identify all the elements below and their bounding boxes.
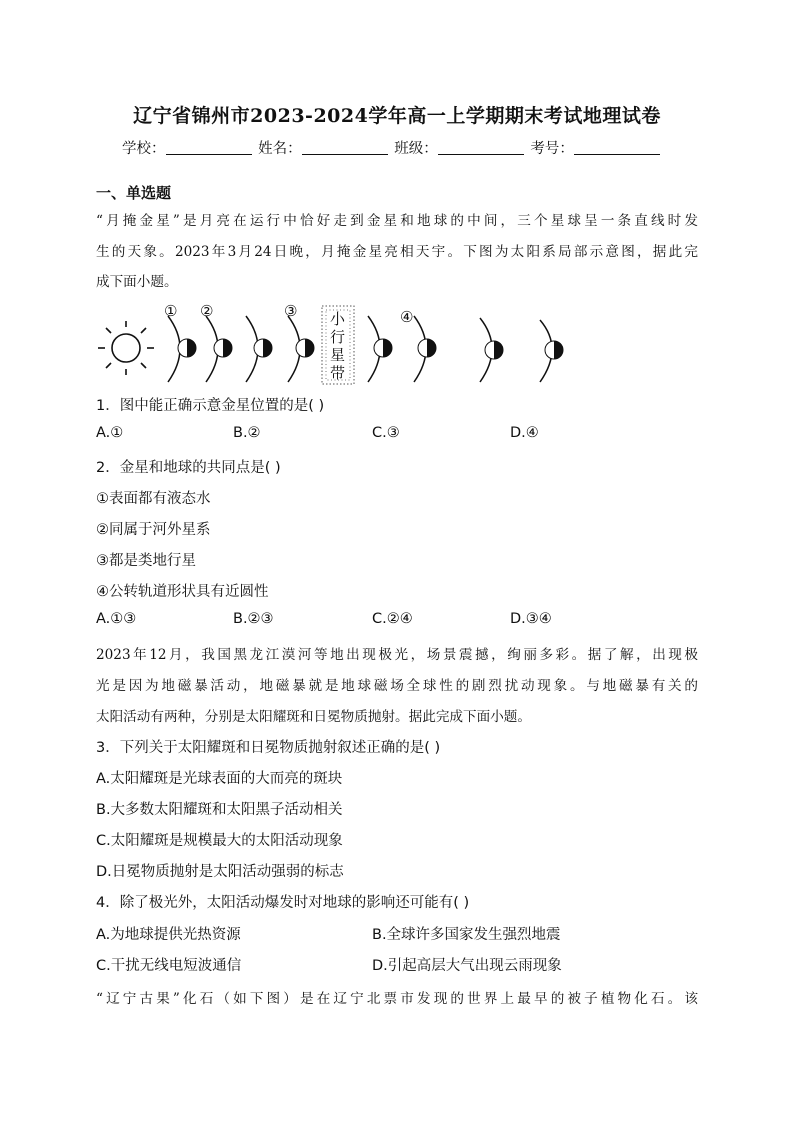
q4-option-d[interactable]: D.引起高层大气出现云雨现象 [372,958,562,974]
q1-stem: 1．图中能正确示意金星位置的是( ) [96,398,325,414]
belt-char-3: 星 [330,346,346,364]
belt-char-4: 带 [330,364,346,382]
q1-option-d[interactable]: D.④ [510,425,539,441]
school-label: 学校： [122,141,166,157]
number-blank[interactable] [574,140,660,155]
section-title: 一、单选题 [96,184,172,202]
q2-option-b[interactable]: B.②③ [233,611,274,627]
passage1-line3: 成下面小题。 [96,274,178,290]
q3-stem: 3．下列关于太阳耀斑和日冕物质抛射叙述正确的是( ) [96,740,441,756]
passage2-line3: 太阳活动有两种，分别是太阳耀斑和日冕物质抛射。据此完成下面小题。 [96,709,531,725]
q3-option-a[interactable]: A.太阳耀斑是光球表面的大而亮的斑块 [96,771,343,787]
planet-2-icon [214,339,232,357]
planet-5-icon [374,339,392,357]
passage2-line2: 光是因为地磁暴活动，地磁暴就是地球磁场全球性的剧烈扰动现象。与地磁暴有关的 [96,678,698,694]
q2-item-3: ③都是类地行星 [96,553,196,569]
planet-3-icon [254,339,272,357]
q4-stem: 4．除了极光外，太阳活动爆发时对地球的影响还可能有( ) [96,895,470,911]
page-title: 辽宁省锦州市2023-2024学年高一上学期期末考试地理试卷 [133,105,661,127]
label-2: ② [200,302,214,320]
planet-1-icon [178,339,196,357]
class-blank[interactable] [438,140,524,155]
planet-icons [178,339,563,359]
student-info-row [122,137,662,158]
q1-option-b[interactable]: B.② [233,425,261,441]
passage3-line1: “辽宁古果”化石（如下图）是在辽宁北票市发现的世界上最早的被子植物化石。该 [96,991,698,1007]
q2-item-4: ④公转轨道形状具有近圆性 [96,584,269,600]
q2-option-d[interactable]: D.③④ [510,611,552,627]
planet-6-icon [418,339,436,357]
q2-stem: 2．金星和地球的共同点是( ) [96,460,281,476]
solar-system-diagram [96,302,566,388]
q1-option-a[interactable]: A.① [96,425,124,441]
passage2-line1: 2023年12月，我国黑龙江漠河等地出现极光，场景震撼，绚丽多彩。据了解，出现极 [96,647,698,663]
q2-option-c[interactable]: C.②④ [372,611,413,627]
q2-option-a[interactable]: A.①③ [96,611,137,627]
planet-7-icon [485,341,503,359]
q3-option-c[interactable]: C.太阳耀斑是规模最大的太阳活动现象 [96,833,343,849]
class-label: 班级： [394,141,438,157]
q4-option-a[interactable]: A.为地球提供光热资源 [96,927,241,943]
q3-option-d[interactable]: D.日冕物质抛射是太阳活动强弱的标志 [96,864,344,880]
planet-8-icon [545,341,563,359]
position-labels [164,302,413,326]
asteroid-belt [322,306,354,384]
q3-option-b[interactable]: B.大多数太阳耀斑和太阳黑子活动相关 [96,802,343,818]
q2-item-1: ①表面都有液态水 [96,491,211,507]
belt-char-2: 行 [330,328,346,346]
name-label: 姓名： [258,141,302,157]
passage1-line2: 生的天象。2023年3月24日晚，月掩金星亮相天宇。下图为太阳系局部示意图，据此完 [96,244,698,260]
label-3: ③ [284,302,298,320]
sun-icon [98,321,154,375]
belt-char-1: 小 [330,310,346,328]
name-blank[interactable] [302,140,388,155]
q4-option-b[interactable]: B.全球许多国家发生强烈地震 [372,927,561,943]
q1-option-c[interactable]: C.③ [372,425,400,441]
label-4: ④ [400,308,414,326]
passage1-line1: “月掩金星”是月亮在运行中恰好走到金星和地球的中间，三个星球呈一条直线时发 [96,213,698,229]
label-1: ① [164,302,178,320]
planet-4-icon [296,339,314,357]
q4-option-c[interactable]: C.干扰无线电短波通信 [96,958,242,974]
number-label: 考号： [530,141,574,157]
q2-item-2: ②同属于河外星系 [96,522,211,538]
school-blank[interactable] [166,140,252,155]
